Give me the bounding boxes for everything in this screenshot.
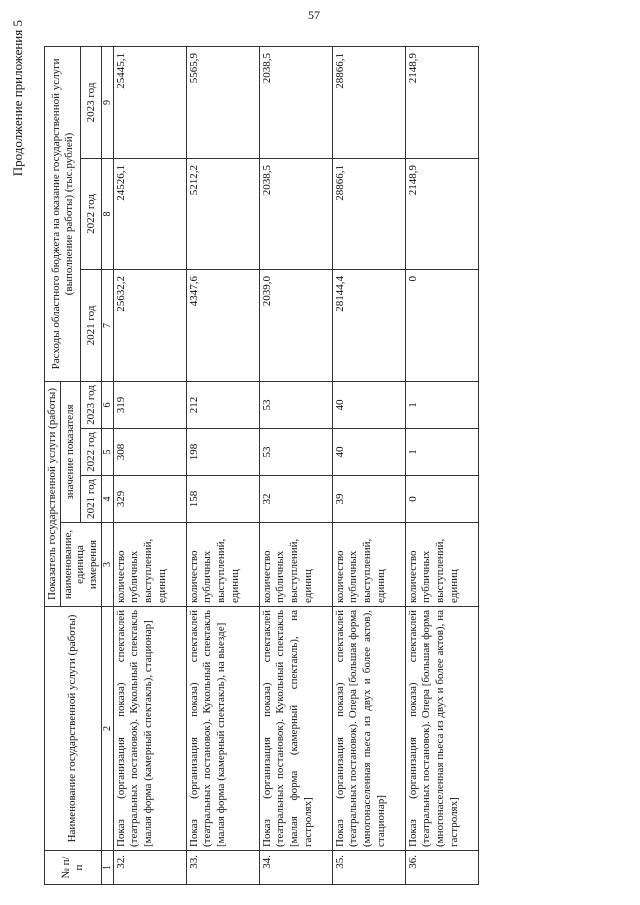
header-year: 2021 год (81, 476, 101, 523)
budget-value: 0 (405, 269, 478, 381)
budget-table (44, 46, 479, 885)
row-number: 33. (186, 851, 259, 885)
service-name: Показ (организация показа) спектаклей (театральных постановок). Кукольный спектакль [малая форма (камерный спектакль), на гастролях] (259, 607, 332, 851)
table-row (113, 46, 186, 884)
table-row (332, 46, 405, 884)
header-year: 2022 год (81, 158, 101, 269)
indicator-value: 53 (259, 381, 332, 428)
indicator-value: 0 (405, 476, 478, 523)
column-number: 5 (101, 429, 113, 476)
service-name: Показ (организация показа) спектаклей (театральных постановок). Кукольный спектакль [малая форма (камерный спектакль), на выезде] (186, 607, 259, 851)
header-year: 2023 год (81, 46, 101, 158)
column-number: 4 (101, 476, 113, 523)
header-year: 2021 год (81, 269, 101, 381)
indicator-value: 32 (259, 476, 332, 523)
table-row (259, 46, 332, 884)
column-number: 6 (101, 381, 113, 428)
budget-value: 2148,9 (405, 158, 478, 269)
column-number: 2 (101, 607, 113, 851)
unit-name: количество публичных выступлений, единиц (259, 523, 332, 607)
row-number: 34. (259, 851, 332, 885)
unit-name: количество публичных выступлений, единиц (332, 523, 405, 607)
budget-value: 2039,0 (259, 269, 332, 381)
budget-value: 5212,2 (186, 158, 259, 269)
column-number-row (101, 46, 113, 884)
row-number: 35. (332, 851, 405, 885)
indicator-value: 40 (332, 381, 405, 428)
indicator-value: 212 (186, 381, 259, 428)
column-number: 7 (101, 269, 113, 381)
header-row-1 (45, 46, 61, 884)
header-value: значение показателя (60, 381, 80, 522)
indicator-value: 39 (332, 476, 405, 523)
row-number: 36. (405, 851, 478, 885)
header-year: 2023 год (81, 381, 101, 428)
service-name: Показ (организация показа) спектаклей (театральных постановок). Опера [большая форма (многонаселенная пьеса из двух и более актов), на гастролях] (405, 607, 478, 851)
budget-value: 2038,5 (259, 158, 332, 269)
service-name: Показ (организация показа) спектаклей (театральных постановок). Кукольный спектакль [малая форма (камерный спектакль), стационар] (113, 607, 186, 851)
indicator-value: 158 (186, 476, 259, 523)
indicator-value: 1 (405, 429, 478, 476)
indicator-value: 308 (113, 429, 186, 476)
budget-value: 2038,5 (259, 46, 332, 158)
column-number: 3 (101, 523, 113, 607)
budget-value: 28866,1 (332, 46, 405, 158)
header-service-name: Наименование государственной услуги (работы) (45, 607, 102, 851)
indicator-value: 40 (332, 429, 405, 476)
unit-name: количество публичных выступлений, единиц (186, 523, 259, 607)
service-name: Показ (организация показа) спектаклей (театральных постановок). Опера [большая форма (многонаселенная пьеса из двух и более актов), стационар] (332, 607, 405, 851)
budget-value: 25445,1 (113, 46, 186, 158)
indicator-value: 319 (113, 381, 186, 428)
header-indicator: Показатель государственной услуги (работы) (45, 381, 61, 606)
budget-value: 5565,9 (186, 46, 259, 158)
budget-value: 4347,6 (186, 269, 259, 381)
header-budget: Расходы областного бюджета на оказание государственной услуги (выполнение работы) (тыс.рублей) (45, 46, 81, 381)
header-year: 2022 год (81, 429, 101, 476)
budget-value: 2148,9 (405, 46, 478, 158)
unit-name: количество публичных выступлений, единиц (405, 523, 478, 607)
table-row (186, 46, 259, 884)
budget-value: 28866,1 (332, 158, 405, 269)
column-number: 1 (101, 851, 113, 885)
indicator-value: 53 (259, 429, 332, 476)
header-number: № п/п (45, 851, 102, 885)
budget-value: 28144,4 (332, 269, 405, 381)
indicator-value: 198 (186, 429, 259, 476)
row-number: 32. (113, 851, 186, 885)
table-row (405, 46, 478, 884)
column-number: 9 (101, 46, 113, 158)
continuation-caption: Продолжение приложения 5 (10, 20, 25, 177)
column-number: 8 (101, 158, 113, 269)
header-unit: наименование, единица измерения (60, 523, 101, 607)
budget-value: 25632,2 (113, 269, 186, 381)
indicator-value: 1 (405, 381, 478, 428)
page-number: 57 (308, 8, 320, 22)
unit-name: количество публичных выступлений, единиц (113, 523, 186, 607)
budget-value: 24526,1 (113, 158, 186, 269)
indicator-value: 329 (113, 476, 186, 523)
